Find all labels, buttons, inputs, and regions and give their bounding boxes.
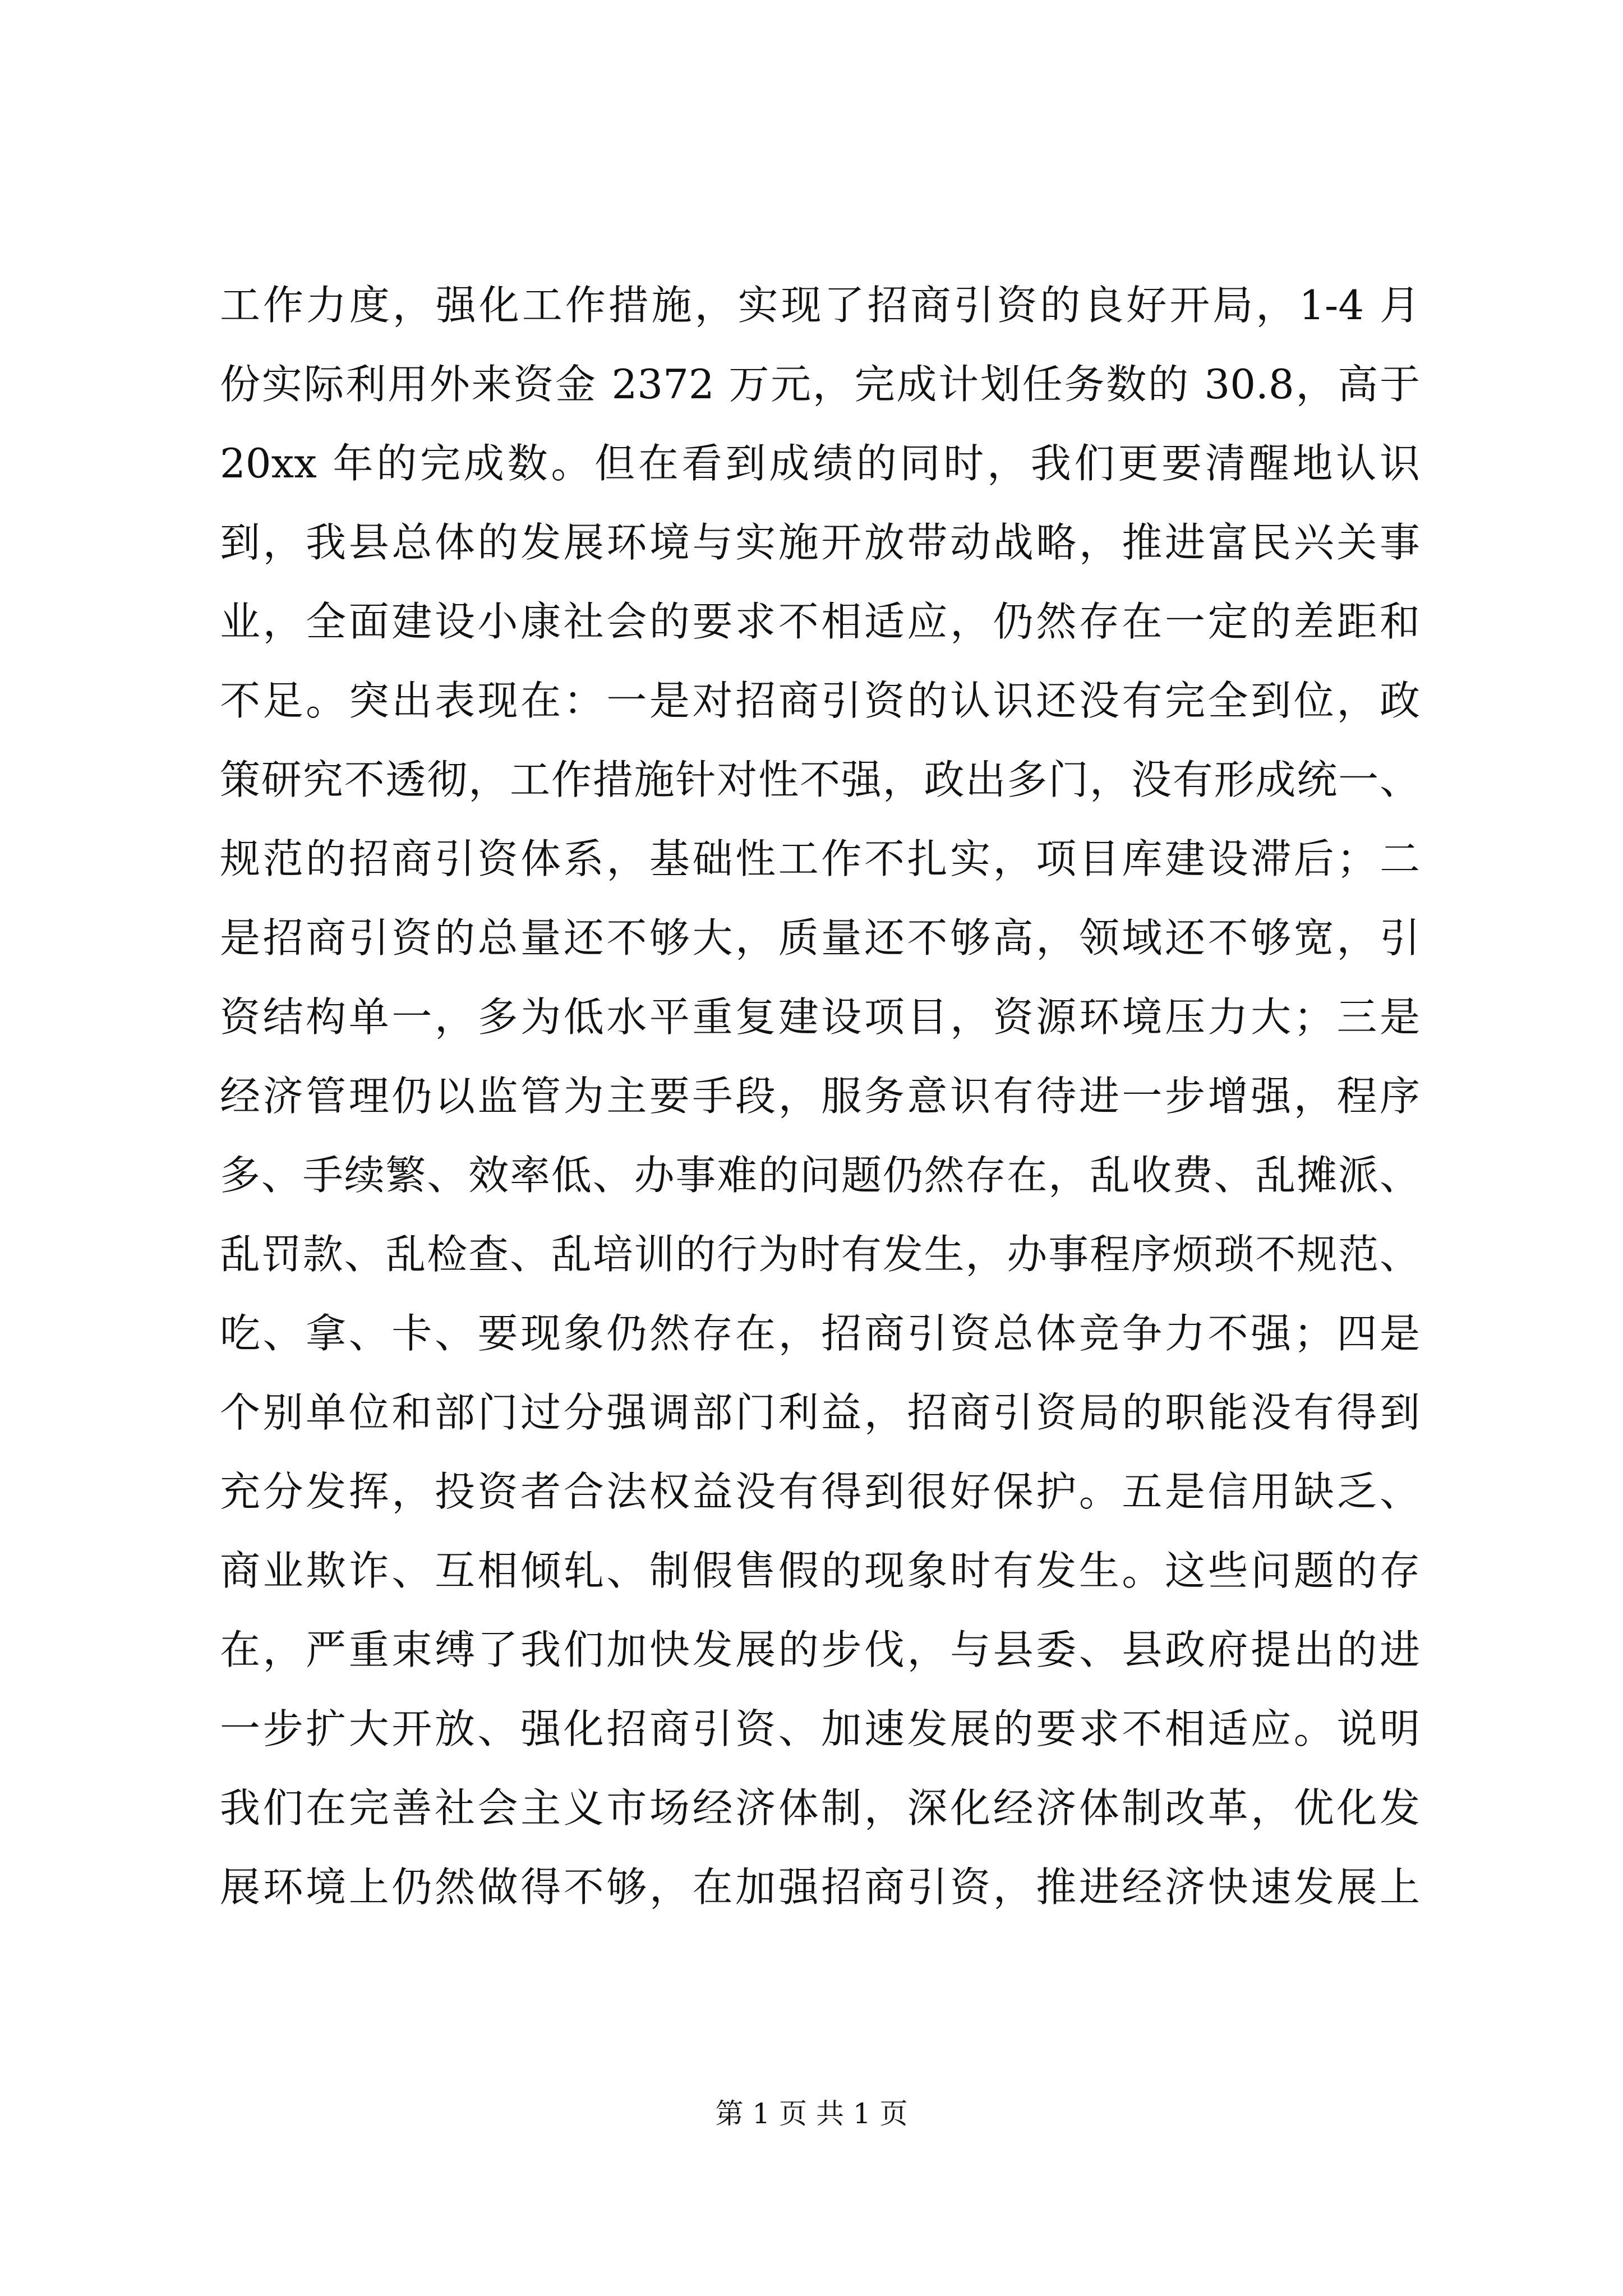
text-line: 20xx 年的完成数。但在看到成绩的同时，我们更要清醒地认识 (220, 440, 1420, 487)
text-line: 商业欺诈、互相倾轧、制假售假的现象时有发生。这些问题的存 (220, 1547, 1420, 1594)
text-line: 是招商引资的总量还不够大，质量还不够高，领域还不够宽，引 (220, 914, 1420, 961)
text-line: 展环境上仍然做得不够，在加强招商引资，推进经济快速发展上 (220, 1864, 1420, 1911)
text-line: 到，我县总体的发展环境与实施开放带动战略，推进富民兴关事 (220, 519, 1420, 566)
text-line: 工作力度，强化工作措施，实现了招商引资的良好开局，1-4 月 (220, 282, 1420, 329)
text-line: 充分发挥，投资者合法权益没有得到很好保护。五是信用缺乏、 (220, 1468, 1420, 1515)
text-line: 吃、拿、卡、要现象仍然存在，招商引资总体竞争力不强；四是 (220, 1310, 1420, 1357)
text-line: 业，全面建设小康社会的要求不相适应，仍然存在一定的差距和 (220, 598, 1420, 645)
text-line: 我们在完善社会主义市场经济体制，深化经济体制改革，优化发 (220, 1784, 1420, 1832)
text-line: 经济管理仍以监管为主要手段，服务意识有待进一步增强，程序 (220, 1073, 1420, 1120)
text-line: 在，严重束缚了我们加快发展的步伐，与县委、县政府提出的进 (220, 1626, 1420, 1673)
text-line: 个别单位和部门过分强调部门利益，招商引资局的职能没有得到 (220, 1389, 1420, 1436)
page-footer (0, 2097, 1623, 2131)
text-line: 乱罚款、乱检查、乱培训的行为时有发生，办事程序烦琐不规范、 (220, 1231, 1420, 1278)
text-line: 多、手续繁、效率低、办事难的问题仍然存在，乱收费、乱摊派、 (220, 1152, 1420, 1199)
text-line: 策研究不透彻，工作措施针对性不强，政出多门，没有形成统一、 (220, 756, 1420, 803)
page-number-label: 第 1 页 共 1 页 (715, 2097, 908, 2130)
text-line: 资结构单一，多为低水平重复建设项目，资源环境压力大；三是 (220, 993, 1420, 1041)
text-line: 不足。突出表现在：一是对招商引资的认识还没有完全到位，政 (220, 677, 1420, 724)
text-line: 一步扩大开放、强化招商引资、加速发展的要求不相适应。说明 (220, 1705, 1420, 1752)
text-line: 规范的招商引资体系，基础性工作不扎实，项目库建设滞后；二 (220, 835, 1420, 882)
text-line: 份实际利用外来资金 2372 万元，完成计划任务数的 30.8，高于 (220, 361, 1420, 408)
body-text (220, 266, 1420, 1927)
